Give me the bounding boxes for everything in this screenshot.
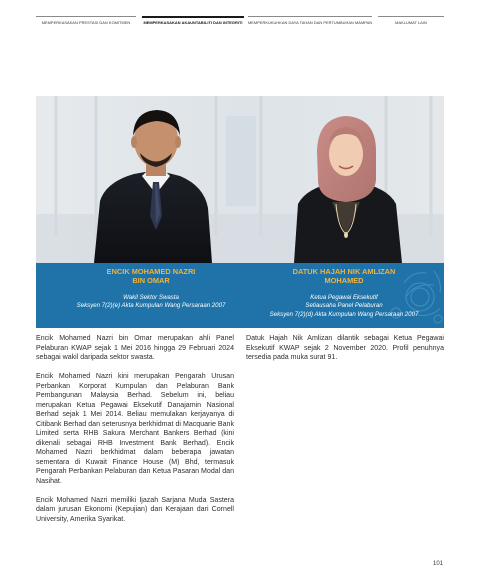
nav-item-akauntabiliti[interactable] (142, 16, 244, 28)
caption-band (36, 263, 444, 328)
nav-divider-active (142, 16, 244, 18)
profile-name-line2: BIN OMAR (132, 276, 170, 286)
nav-item-maklumat-lain[interactable] (378, 16, 444, 28)
caption-right (244, 267, 444, 320)
nav-item-label: MEMPERKUKUHKAN DAYA TAHAN DAN PERTUMBUHAN MAMPAN (248, 20, 373, 25)
body-paragraph: Encik Mohamed Nazri kini merupakan Pengarah Urusan Perbankan Korporat Kumpulan dan Pelaburan Bank Pembangunan Malaysia Berhad. Sebelum ini, beliau merupakan Ketua Pegawai Eksekutif Danajamin Nasional Berhad sejak 1 Mei 2014. Beliau memulakan kerjayanya di Citibank Berhad dan seterusnya berkhidmat di Macquarie Bank Limited serta RHB Sakura Merchant Bankers Berhad (kini dikenali sebagai RHB Investment Bank Berhad). Encik Mohamed Nazri berkhidmat dalam beberapa jawatan sementara di Kuwait Finance House (M) Bhd, termasuk Pengarah Perbankan Pelaburan dan Ketua Pasaran Modal dan Nasihat. (36, 373, 234, 485)
profile-role-line2: Seksyen 7(2)(e) Akta Kumpulan Wang Persaraan 2007 (76, 302, 226, 310)
nav-item-daya-tahan[interactable] (248, 16, 372, 28)
body-paragraph: Datuk Hajah Nik Amlizan dilantik sebagai Ketua Pegawai Eksekutif KWAP sejak 2 November 2020. Profil penuhnya tersedia pada muka surat 91. (246, 335, 444, 361)
body-column-left (36, 334, 234, 534)
profile-role-line2: Setiausaha Panel Pelaburan (305, 302, 383, 310)
nav-item-prestasi[interactable] (36, 16, 136, 28)
profile-name-line1: DATUK HAJAH NIK AMLIZAN (292, 267, 396, 276)
profile-photo-banner (36, 96, 444, 263)
profile-role-line1: Wakil Sektor Swasta (123, 293, 179, 301)
page-number: 101 (433, 561, 444, 567)
caption-left (36, 267, 266, 311)
portrait-photo (36, 96, 444, 263)
body-column-right (246, 334, 444, 372)
section-nav (36, 16, 444, 28)
nav-divider (36, 16, 136, 17)
profile-name-line1: ENCIK MOHAMED NAZRI (106, 267, 196, 276)
nav-item-label: MEMPERKASAKAN PRESTASI DAN KOMITMEN (41, 20, 131, 25)
body-paragraph: Encik Mohamed Nazri memiliki Ijazah Sarjana Muda Sastera dalam jurusan Ekonomi (Kepujian) dan Kerajaan dari Cornell University, Amerika Syarikat. (36, 496, 234, 523)
nav-item-label: MEMPERKASAKAN AKAUNTABILITI DAN INTEGRITI (143, 20, 243, 25)
profile-name-line2: MOHAMED (324, 276, 364, 286)
profile-role-line3: Seksyen 7(2)(d) Akta Kumpulan Wang Persaraan 2007 (269, 311, 419, 318)
nav-divider (378, 16, 444, 17)
nav-divider (248, 16, 372, 17)
nav-item-label: MAKLUMAT LAIN (395, 20, 427, 25)
profile-role-line1: Ketua Pegawai Eksekutif (310, 293, 378, 301)
body-paragraph: Encik Mohamed Nazri bin Omar merupakan ahli Panel Pelaburan KWAP sejak 1 Mei 2016 hingga 29 Februari 2024 sebagai wakil daripada sektor swasta. (36, 335, 234, 361)
